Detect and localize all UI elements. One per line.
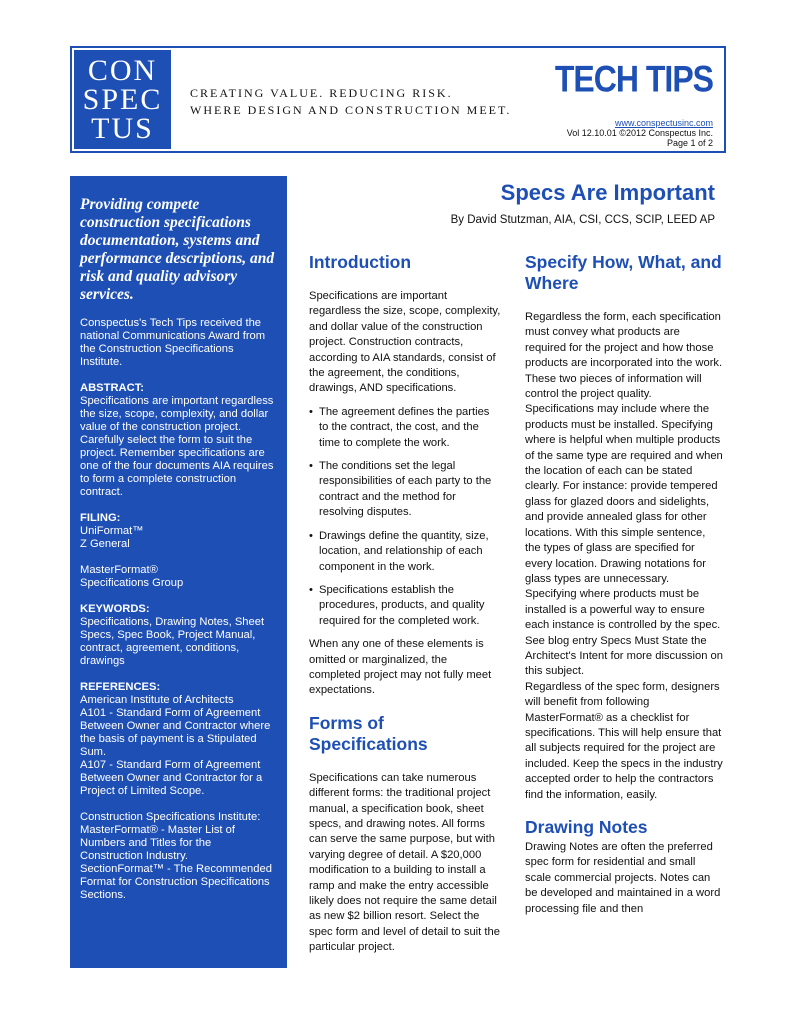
references-section	[80, 681, 277, 902]
article-title: Specs Are Important	[500, 180, 715, 205]
forms-heading: Forms of Specifications	[309, 712, 428, 754]
tech-tips-brand: TECH TIPS	[554, 58, 713, 100]
reference-a107: A107 - Standard Form of Agreement Between Owner and Contractor for a Project of Limited Scope.	[80, 759, 263, 797]
list-item: • The conditions set the legal responsibilities of each party to the contract and the method for resolving disputes.	[309, 459, 501, 521]
abstract-heading: ABSTRACT:	[80, 382, 145, 394]
drawing-notes-heading: Drawing Notes	[525, 817, 648, 837]
abstract-section	[80, 382, 277, 499]
list-item: • Drawings define the quantity, size, location, and relationship of each component in the work.	[309, 529, 501, 575]
filing-section	[80, 512, 277, 590]
list-item: • Specifications establish the procedures, products, and quality required for the completed work.	[309, 583, 501, 629]
column-left	[309, 252, 501, 964]
specify-paragraph-3: Regardless of the spec form, designers will benefit from following MasterFormat® as a checklist for specifications. This will help ensure that all subjects required for the project are included. Keep the specs in the industry accepted order to help the contractors find the information, easily.	[525, 680, 723, 801]
reference-a101: A101 - Standard Form of Agreement Between Owner and Contractor where the basis of payment is a Stipulated Sum.	[80, 707, 271, 758]
specify-paragraph-1: Regardless the form, each specification must convey what products are required for the project and how those products are incorporated into the work. These two pieces of information will control the project quality.	[525, 311, 723, 401]
introduction-paragraph: Specifications are important regardless the size, scope, complexity, and dollar value of the construction project. Construction contracts, according to AIA standards, consist of the agreement, the conditions, drawings, AND specifications.	[309, 290, 501, 395]
logo-line-1: CON	[87, 54, 158, 87]
page-number: Page 1 of 2	[666, 138, 713, 148]
drawing-notes-paragraph: Drawing Notes are often the preferred spec form for residential and small scale commercial projects. Notes can be developed and maintained in a word processing file and then	[525, 841, 721, 915]
filing-uniformat: UniFormat™	[80, 525, 144, 537]
keywords-text: Specifications, Drawing Notes, Sheet Specs, Spec Book, Project Manual, contract, agreement, conditions, drawings	[80, 616, 265, 667]
introduction-closing: When any one of these elements is omitted or marginalized, the completed project may not fully meet expectations.	[309, 638, 492, 697]
website-link[interactable]: www.conspectusinc.com	[614, 118, 713, 128]
keywords-section	[80, 603, 277, 668]
specify-paragraph-2: Specifications may include where the products must be installed. Specifying where is helpful when multiple products of the same type are required and when the location of each can be stated clearly. For instance: provide tempered glass for glazed doors and sidelights, and provide annealed glass for other locations. With this simple sentence, the types of glass are specified for every location. Drawing notations for glass types are unnecessary. Specifying where products must be installed is a powerful way to ensure each instance is controlled by the spec. See blog entry Specs Must State the Architect's Intent for more discussion on this subject.	[525, 403, 724, 678]
sidebar-intro: Providing compete construction specifications documentation, systems and performance descriptions, and risk and quality advisory services.	[80, 196, 275, 303]
filing-heading: FILING:	[80, 512, 121, 524]
sidebar	[70, 176, 287, 968]
column-right	[525, 252, 723, 917]
contract-elements-list	[309, 405, 501, 629]
filing-specifications-group: Specifications Group	[80, 577, 184, 589]
logo-line-2: SPEC	[82, 83, 163, 116]
reference-sectionformat: SectionFormat™ - The Recommended Format for Construction Specifications Sections.	[80, 863, 272, 901]
conspectus-logo	[74, 50, 171, 149]
volume-info: Vol 12.10.01 ©2012 Conspectus Inc.	[566, 128, 713, 138]
forms-paragraph: Specifications can take numerous different forms: the traditional project manual, a specification book, sheet specs, and drawing notes. All forms can serve the same purpose, but with varying degree of detail. A $20,000 modification to a building to install a ramp and make the entry accessible likely does not require the same detail as new $2 billion resort. Select the spec form and level of detail to suit the particular project.	[309, 771, 500, 954]
specify-heading: Specify How, What, and Where	[525, 252, 722, 293]
list-item: • The agreement defines the parties to the contract, the cost, and the time to complete the work.	[309, 405, 501, 451]
abstract-text: Specifications are important regardless the size, scope, complexity, and dollar value of the construction project. Carefully select the form to suit the project. Remember specifications are one of the four documents AIA requires to form a complete construction contract.	[80, 395, 274, 498]
keywords-heading: KEYWORDS:	[80, 603, 150, 615]
tagline-line-1: CREATING VALUE. REDUCING RISK.	[190, 86, 453, 100]
logo-line-3: TUS	[91, 112, 154, 145]
filing-masterformat: MasterFormat®	[80, 564, 158, 576]
introduction-heading: Introduction	[309, 252, 412, 272]
award-text: Conspectus's Tech Tips received the national Communications Award from the Construction Specifications Institute.	[80, 317, 266, 368]
filing-z-general: Z General	[80, 538, 130, 550]
reference-aia: American Institute of Architects	[80, 694, 234, 706]
tagline-line-2: WHERE DESIGN AND CONSTRUCTION MEET.	[190, 103, 512, 117]
reference-csi: Construction Specifications Institute:	[80, 811, 261, 823]
reference-masterformat: MasterFormat® - Master List of Numbers and Titles for the Construction Industry.	[80, 824, 235, 862]
article-byline: By David Stutzman, AIA, CSI, CCS, SCIP, LEED AP	[450, 214, 715, 226]
references-heading: REFERENCES:	[80, 681, 161, 693]
